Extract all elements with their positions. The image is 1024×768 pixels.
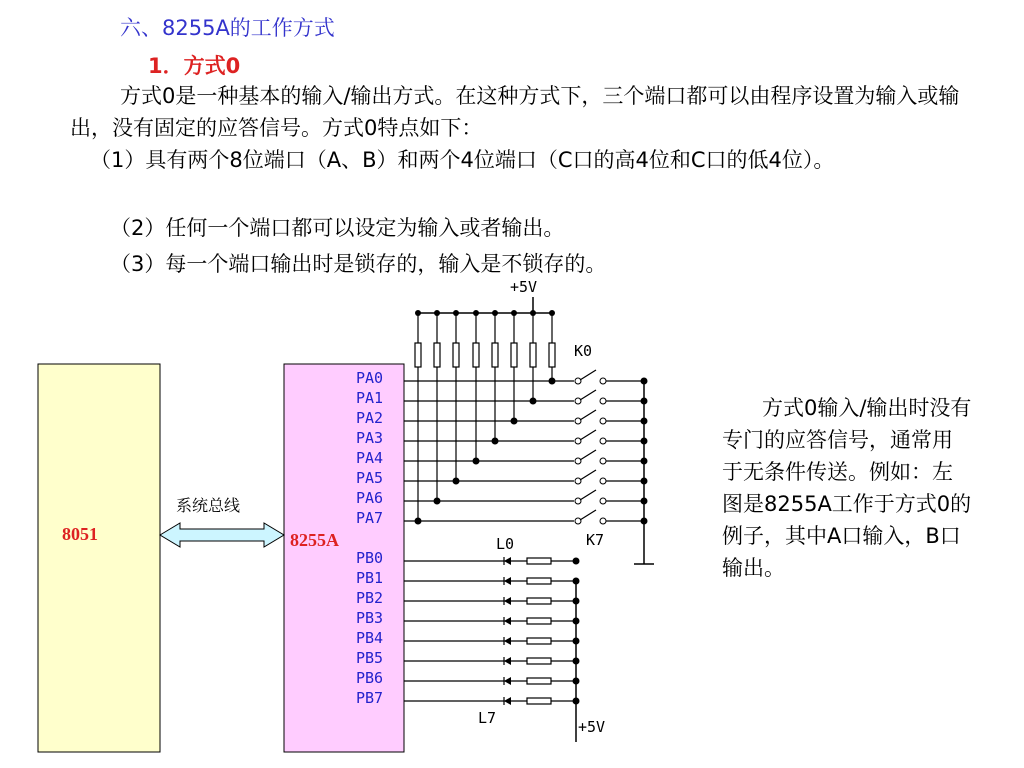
pa-pin-label: PA4	[356, 449, 384, 467]
led-last-label: L7	[478, 709, 497, 727]
led-resistor	[527, 618, 551, 624]
led-icon	[504, 697, 511, 705]
switch-contact	[600, 518, 606, 524]
led-first-label: L0	[496, 535, 515, 553]
pullup-resistor	[453, 343, 459, 367]
pb-pin-label: PB7	[356, 689, 384, 707]
switch-contact	[575, 418, 581, 424]
switch-contact	[575, 378, 581, 384]
led-resistor	[527, 698, 551, 704]
pa-pin-label: PA0	[356, 369, 384, 387]
switch-contact	[575, 398, 581, 404]
led-resistor	[527, 558, 551, 564]
pullup-resistor	[549, 343, 555, 367]
pa-pin-label: PA3	[356, 429, 384, 447]
pb-pin-label: PB4	[356, 629, 384, 647]
feature-item-2: （2）任何一个端口都可以设定为输入或者输出。	[110, 216, 565, 240]
pullup-resistor	[473, 343, 479, 367]
led-icon	[504, 677, 511, 685]
switch-contact	[575, 438, 581, 444]
subsection-heading: 1．方式0	[148, 54, 241, 78]
pa-pin-label: PA5	[356, 469, 384, 487]
led-resistor	[527, 678, 551, 684]
side-note: 方式0输入/输出时没有专门的应答信号，通常用于无条件传送。例如：左图是8255A工作于方式0的例子，其中A口输入，B口输出。	[722, 396, 972, 580]
switch-lever	[580, 490, 596, 500]
led-icon	[504, 597, 511, 605]
switch-contact	[600, 438, 606, 444]
chip-box	[284, 364, 404, 752]
switch-lever	[580, 510, 596, 520]
switch-contact	[600, 398, 606, 404]
led-icon	[504, 657, 511, 665]
switch-lever	[580, 390, 596, 400]
pb-pin-label: PB3	[356, 609, 384, 627]
section-heading: 六、8255A的工作方式	[120, 16, 335, 40]
pullup-resistor	[415, 343, 421, 367]
switch-contact	[575, 478, 581, 484]
switch-contact	[600, 478, 606, 484]
pullup-resistor	[511, 343, 517, 367]
switch-contact	[600, 378, 606, 384]
led-resistor	[527, 638, 551, 644]
switch-contact	[600, 458, 606, 464]
system-bus-arrow	[160, 523, 284, 547]
junction-dot	[492, 438, 499, 445]
switch-lever	[580, 470, 596, 480]
vcc-bottom-label: +5V	[578, 718, 606, 736]
switch-lever	[580, 450, 596, 460]
led-resistor	[527, 598, 551, 604]
junction-dot	[573, 558, 580, 565]
switch-last-label: K7	[586, 531, 605, 549]
led-icon	[504, 577, 511, 585]
led-icon	[504, 557, 511, 565]
pb-pin-label: PB5	[356, 649, 384, 667]
led-resistor	[527, 578, 551, 584]
bus-label: 系统总线	[176, 496, 241, 515]
switch-contact	[600, 498, 606, 504]
pullup-resistor	[492, 343, 498, 367]
junction-dot	[473, 458, 480, 465]
led-resistor	[527, 658, 551, 664]
junction-dot	[549, 378, 556, 385]
switch-contact	[575, 518, 581, 524]
pb-pin-label: PB0	[356, 549, 384, 567]
feature-item-1: （1）具有两个8位端口（A、B）和两个4位端口（C口的高4位和C口的低4位）。	[90, 148, 835, 172]
pa-pin-label: PA2	[356, 409, 384, 427]
switch-lever	[580, 370, 596, 380]
junction-dot	[530, 398, 537, 405]
pullup-resistor	[434, 343, 440, 367]
led-icon	[504, 637, 511, 645]
led-icon	[504, 617, 511, 625]
junction-dot	[641, 378, 648, 385]
intro-paragraph: 方式0是一种基本的输入/输出方式。在这种方式下，三个端口都可以由程序设置为输入或输出，没有固定的应答信号。方式0特点如下：	[70, 84, 960, 140]
switch-contact	[575, 458, 581, 464]
switch-lever	[580, 430, 596, 440]
switch-first-label: K0	[574, 342, 593, 360]
switch-contact	[600, 418, 606, 424]
junction-dot	[415, 518, 422, 525]
pb-pin-label: PB1	[356, 569, 384, 587]
vcc-top-label: +5V	[510, 278, 538, 296]
cpu-label: 8051	[62, 524, 98, 544]
pa-pin-label: PA6	[356, 489, 384, 507]
junction-dot	[453, 478, 460, 485]
chip-label: 8255A	[290, 530, 339, 550]
switch-contact	[575, 498, 581, 504]
junction-dot	[434, 498, 441, 505]
junction-dot	[511, 418, 518, 425]
pa-pin-label: PA7	[356, 509, 384, 527]
feature-item-3: （3）每一个端口输出时是锁存的，输入是不锁存的。	[110, 252, 607, 276]
pb-pin-label: PB6	[356, 669, 384, 687]
pullup-resistor	[530, 343, 536, 367]
cpu-box	[38, 364, 160, 752]
pa-pin-label: PA1	[356, 389, 384, 407]
switch-lever	[580, 410, 596, 420]
pb-pin-label: PB2	[356, 589, 384, 607]
